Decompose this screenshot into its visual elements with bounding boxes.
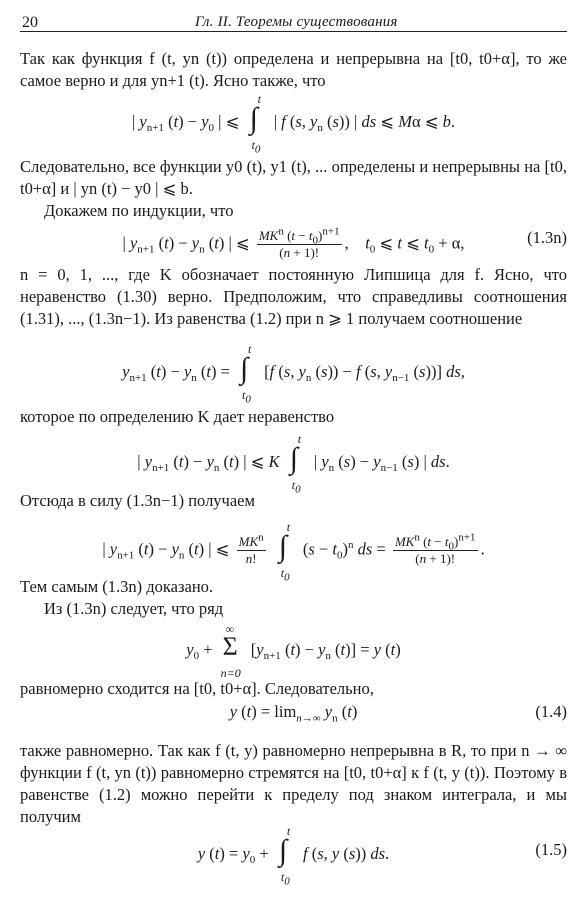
paragraph-4: n = 0, 1, ..., где K обозначает постоянную Липшица для f. Ясно, что неравенство (1.30) верно. Предположим, что справедливы соотношения (1.31), ..., (1.3n−1). Из равенства (1.2) при n ⩾ 1 получаем соотношение [20,265,567,328]
page-header [0,14,582,36]
equation-difference-integral: $y_{n+1}$ $(t) - y_n$ (t) = ∫ t $t_0$ [f (s, $y_n$ (s)) − f (s, $y_{n-1}$ (s))] ds, [122,342,465,406]
equation-label-1-5: (1.5) [535,840,567,859]
paragraph-3: Докажем по индукции, что [44,201,234,220]
equation-limit: y $(t) = \lim_{n\to\infty} y_n$ (t) (1.4) [229,702,567,725]
paragraph-6: Отсюда в силу (1.3n−1) получаем [20,491,255,510]
page-number: 20 [22,14,38,31]
equation-label-1-3n: (1.3n) [527,228,567,247]
equation-lipschitz-bound: | $y_{n+1}$ $(t) - y_n$ (t) | ⩽ K ∫ t $t_0$ | $y_n$ $(s) - y_{n-1}$ (s) | ds. [137,432,450,496]
paragraph-5: которое по определению K дает неравенство [20,407,335,426]
paragraph-1: Так как функция f (t, yn (t)) определена и непрерывна на [t0, t0+α], то же самое верно и для yn+1 (t). Ясно также, что [20,49,567,90]
paragraph-7: Тем самым (1.3n) доказано. [20,577,214,596]
equation-factorial-bound: | $y_{n+1}$ $(t) - y_n$ (t) | ⩽ $\frac{MK^n}{n!}$ ∫ t $t_0$ $(s - t_0)^n$ ds = $\frac{MK^n (t - t_0)^{n+1}}{(n + 1)!}$ . [102,519,485,583]
equation-bound-y0: | $y_{n+1}$ $(t) - y_0$ | ⩽ ∫ t $t_0$ | f (s, $y_n$ (s)) | ds ⩽ Mα ⩽ b. [131,92,456,156]
header-rule [20,31,567,32]
paragraph-8: Из (1.3n) следует, что ряд [44,599,224,618]
equation-induction-bound: | $y_{n+1}$ $(t) - y_n$ (t) | ⩽ $\frac{MK^n (t - t_0)^{n+1}}{(n + 1)!}$ , $t_0$ ⩽ t ⩽ $t_0 + \alpha$, (1.3n) [122,225,567,260]
running-title: Гл. II. Теоремы существования [195,14,398,30]
paragraph-2: Следовательно, все функции y0 (t), y1 (t), ... определены и непрерывны на [t0, t0+α] и | yn (t) − y0 | ⩽ b. [20,157,567,198]
paragraph-9: равномерно сходится на [t0, t0+α]. Следовательно, [20,679,374,698]
equation-limit-integral: y $(t) = y_0$ + ∫ t $t_0$ f (s, y (s)) ds. (1.5) [197,824,567,888]
paragraph-10: также равномерно. Так как f (t, y) равномерно непрерывна в R, то при n → ∞ функции f (t, yn (t)) равномерно стремятся на [t0, t0+α] к f (t, y (t)). Поэтому в равенстве (1.2) можно перейти к пределу под знаком интеграла, и мы получим [20,741,567,826]
equation-series: $y_0$ + ∞ Σ n=0 [$y_{n+1}$ $(t) - y_n$ (t)] = y (t) [186,622,401,680]
equation-label-1-4: (1.4) [535,702,567,721]
